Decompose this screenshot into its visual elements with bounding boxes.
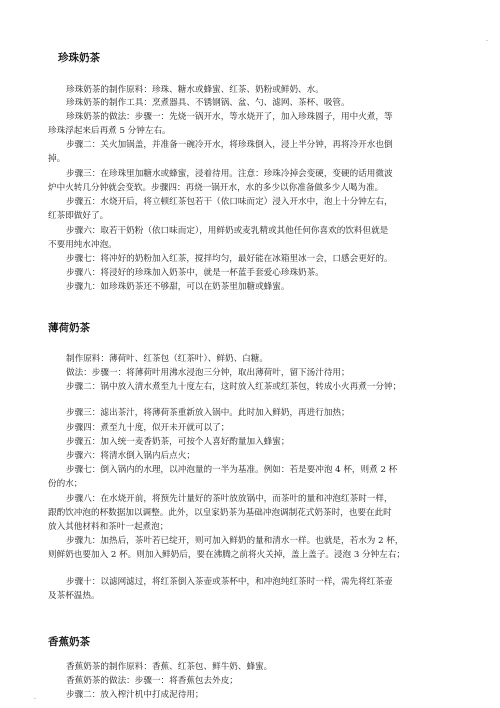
text-line: 步骤二：放入榨汁机中打成泥待用； — [66, 690, 204, 700]
text-line: 红茶即做好了。 — [48, 211, 109, 221]
text-line: 珍珠浮起来后再煮 5 分钟左右。 — [48, 126, 171, 136]
text-line: 香蕉奶茶的制作原料：香蕉、红茶包、鲜牛奶、蜂蜜。 — [66, 662, 273, 672]
text-line: 份的水； — [48, 479, 83, 489]
text-line: 步骤六：取若干奶粉（依口味而定），用鲜奶或麦乳精或其他任何你喜欢的饮料但就是 — [66, 226, 389, 236]
text-line: 步骤三：在珍珠里加糖水或蜂蜜，浸着待用。注意：珍珠冷掉会变硬，变硬的话用微波 — [66, 169, 393, 179]
text-line: 珍珠奶茶的做法：步骤一：先烧一锅开水，等水烧开了，加入珍珠圆子，用中火煮，等 — [66, 112, 393, 122]
text-line: 不要用纯水冲泡。 — [48, 240, 117, 250]
section-title-mint-milk-tea: 薄荷奶茶 — [48, 322, 90, 334]
page-mark: · — [486, 38, 488, 45]
text-line: 步骤九：加热后，茶叶若已绽开，则可加入鲜奶的量和清水一样。也就是，若水为 2 杯， — [66, 536, 404, 546]
text-line: 步骤三：滤出茶汁，将薄荷茶重新放入锅中。此时加入鲜奶，再进行加热； — [66, 408, 350, 418]
text-line: 则鲜奶也要加入 2 杯。则加入鲜奶后，要在沸腾之前将火关掉，盖上盖子。浸泡 3 分钟左右； — [48, 550, 406, 560]
text-line: 步骤二：关火加锅盖，并准备一碗冷开水，将珍珠倒入，浸上半分钟，再将冷开水也倒 — [66, 140, 393, 150]
text-line: 步骤四：煮至九十度，似开未开就可以了； — [66, 423, 230, 433]
text-line: 珍珠奶茶的制作原料：珍珠、糖水或蜂蜜、红茶、奶粉或鲜奶、水。 — [66, 85, 324, 95]
section-title-pearl-milk-tea: 珍珠奶茶 — [58, 52, 100, 64]
text-line: 掉。 — [48, 154, 66, 164]
page-mark: · — [34, 696, 36, 703]
section-title-banana-milk-tea: 香蕉奶茶 — [48, 636, 90, 648]
text-line: 步骤六：将清水倒入锅内后点火； — [66, 451, 195, 461]
text-line: 步骤五：水烧开后，将立顿红茶包若干（依口味而定）浸入开水中，泡上十分钟左右， — [66, 197, 393, 207]
text-line: 跟酌饮冲泡的杯数据加以调整。此外，以皇家奶茶为基础冲泡调制花式奶茶时，也要在此时 — [48, 508, 392, 518]
text-line: 步骤八：将浸好的珍珠加入奶茶中，就是一杯蓝手套爱心珍珠奶茶。 — [66, 268, 324, 278]
text-line: 步骤七：将冲好的奶粉加入红茶，搅拌均匀，最好能在冰箱里冰一会，口感会更好的。 — [66, 254, 393, 264]
text-line: 步骤五：加入统一麦香奶茶，可按个人喜好酌量加入蜂蜜； — [66, 437, 290, 447]
text-line: 放入其他材料和茶叶一起煮泡； — [48, 522, 169, 532]
text-line: 步骤九：如珍珠奶茶还不够甜，可以在奶茶里加糖或蜂蜜。 — [66, 282, 290, 292]
text-line: 炉中火转几分钟就会变软。步骤四：再烧一锅开水，水的多少以你准备做多少人喝为准。 — [48, 183, 384, 193]
text-line: 步骤二：锅中放入清水煮至九十度左右，这时放入红茶或红茶包，转成小火再煮一分钟； — [66, 382, 402, 392]
text-line: 香蕉奶茶的做法：步骤一：将香蕉包去外皮； — [66, 676, 238, 686]
text-line: 及茶杯温热。 — [48, 591, 100, 601]
text-line: 步骤八：在水烧开前，将预先计量好的茶叶放放锅中，而茶叶的量和冲泡红茶时一样， — [66, 494, 393, 504]
text-line: 珍珠奶茶的制作工具：烹煮器具、不锈钢锅、盆、勺、滤网、茶杯、吸管。 — [66, 98, 350, 108]
text-line: 制作原料：薄荷叶、红茶包（红茶叶）、鲜奶、白糖。 — [66, 354, 268, 364]
text-line: 做法：步骤一：将薄荷叶用沸水浸泡三分钟，取出薄荷叶，留下汤汁待用； — [66, 368, 350, 378]
text-line: 步骤七：倒入锅内的水理，以冲泡量的一半为基准。例如：若是要冲泡 4 杯，则煮 2 杯 — [66, 465, 398, 475]
text-line: 步骤十：以滤网滤过，将红茶倒入茶壶或茶杯中，和冲泡纯红茶时一样，需先将红茶壶 — [66, 577, 393, 587]
